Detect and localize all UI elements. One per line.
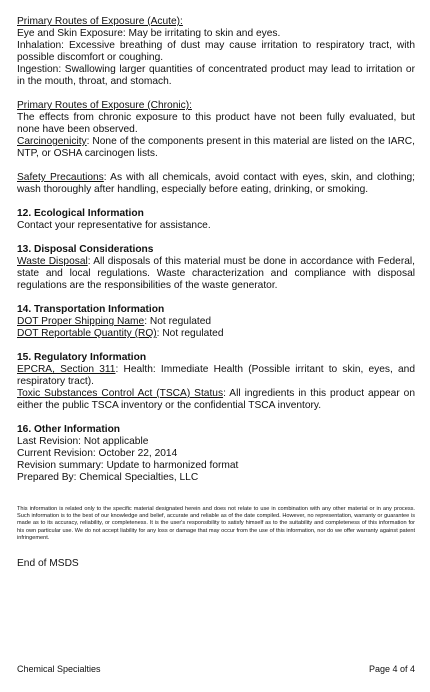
section-14 bbox=[17, 304, 415, 340]
reportable-quantity-label: DOT Reportable Quantity (RQ) bbox=[17, 328, 157, 339]
tsca-text bbox=[17, 388, 415, 412]
tsca-label: Toxic Substances Control Act (TSCA) Status bbox=[17, 388, 224, 399]
end-of-msds: End of MSDS bbox=[17, 558, 79, 570]
safety-body: : As with all chemicals, avoid contact with eyes, skin, and clothing; wash thoroughly after handling, especially before eating, drinking, or smoking. bbox=[17, 172, 415, 195]
safety-label: Safety Precautions bbox=[17, 172, 104, 183]
revision-summary: Revision summary: Update to harmonized format bbox=[17, 460, 239, 471]
acute-heading: Primary Routes of Exposure (Acute): bbox=[17, 16, 183, 27]
document-page bbox=[17, 16, 415, 570]
shipping-name-line bbox=[17, 316, 415, 328]
section-12-heading: 12. Ecological Information bbox=[17, 208, 144, 219]
section-14-heading: 14. Transportation Information bbox=[17, 304, 165, 315]
waste-disposal-label: Waste Disposal bbox=[17, 256, 88, 267]
chronic-text: The effects from chronic exposure to this product have not been fully evaluated, but none have been observed. bbox=[17, 112, 415, 135]
acute-exposure-section bbox=[17, 16, 415, 88]
section-15 bbox=[17, 352, 415, 412]
page-footer bbox=[17, 664, 415, 675]
shipping-name-value: : Not regulated bbox=[144, 316, 212, 327]
section-13-heading: 13. Disposal Considerations bbox=[17, 244, 154, 255]
eye-skin-exposure: Eye and Skin Exposure: May be irritating to skin and eyes. bbox=[17, 28, 281, 39]
section-16-heading: 16. Other Information bbox=[17, 424, 121, 435]
section-13 bbox=[17, 244, 415, 292]
waste-disposal-body: : All disposals of this material must be done in accordance with Federal, state and local regulations. Waste characterization and compliance with disposal regulations are the responsibilities of the waste generator. bbox=[17, 256, 415, 291]
carcinogenicity-text bbox=[17, 136, 415, 160]
last-revision: Last Revision: Not applicable bbox=[17, 436, 149, 447]
inhalation-text: Inhalation: Excessive breathing of dust may cause irritation to respiratory tract, with possible discomfort or coughing. bbox=[17, 40, 415, 63]
ingestion-text: Ingestion: Swallowing larger quantities of concentrated product may lead to irritation or in the mouth, throat, and stomach. bbox=[17, 64, 415, 87]
reportable-quantity-value: : Not regulated bbox=[156, 328, 224, 339]
section-15-heading: 15. Regulatory Information bbox=[17, 352, 147, 363]
disclaimer-text: This information is related only to the specific material designated herein and does not relate to use in combination with any other material or in any process. Such information is to the best of our knowledge and belief, accurate and reliable as of the date compiled. However, no representation, warranty or guarantee is made as to its accuracy, reliability, or completeness. It is the user's responsibility to satisfy himself as to the suitability and completeness of this information for his own particular use. We do not accept liability for any loss or damage that may occur from the use of this information, nor do we offer warranty against patent infringement. bbox=[17, 506, 415, 541]
tsca-body: : All ingredients in this product appear on either the public TSCA inventory or the confidential TSCA inventory. bbox=[17, 388, 415, 411]
chronic-exposure-section bbox=[17, 100, 415, 160]
footer-company: Chemical Specialties bbox=[17, 664, 101, 674]
carcinogenicity-body: : None of the components present in this material are listed on the IARC, NTP, or OSHA carcinogen lists. bbox=[17, 136, 415, 159]
shipping-name-label: DOT Proper Shipping Name bbox=[17, 316, 145, 327]
epcra-text bbox=[17, 364, 415, 388]
chronic-heading: Primary Routes of Exposure (Chronic): bbox=[17, 100, 192, 111]
reportable-quantity-line bbox=[17, 328, 415, 340]
epcra-label: EPCRA, Section 311 bbox=[17, 364, 116, 375]
section-16 bbox=[17, 424, 415, 484]
safety-precautions bbox=[17, 172, 415, 196]
carcinogenicity-label: Carcinogenicity bbox=[17, 136, 87, 147]
prepared-by: Prepared By: Chemical Specialties, LLC bbox=[17, 472, 199, 483]
waste-disposal-text bbox=[17, 256, 415, 292]
current-revision: Current Revision: October 22, 2014 bbox=[17, 448, 178, 459]
section-12-text: Contact your representative for assistance. bbox=[17, 220, 211, 231]
section-12 bbox=[17, 208, 415, 232]
footer-page-number: Page 4 of 4 bbox=[368, 664, 415, 674]
epcra-body: : Health: Immediate Health (Possible irritant to skin, eyes, and respiratory tract). bbox=[17, 364, 415, 387]
